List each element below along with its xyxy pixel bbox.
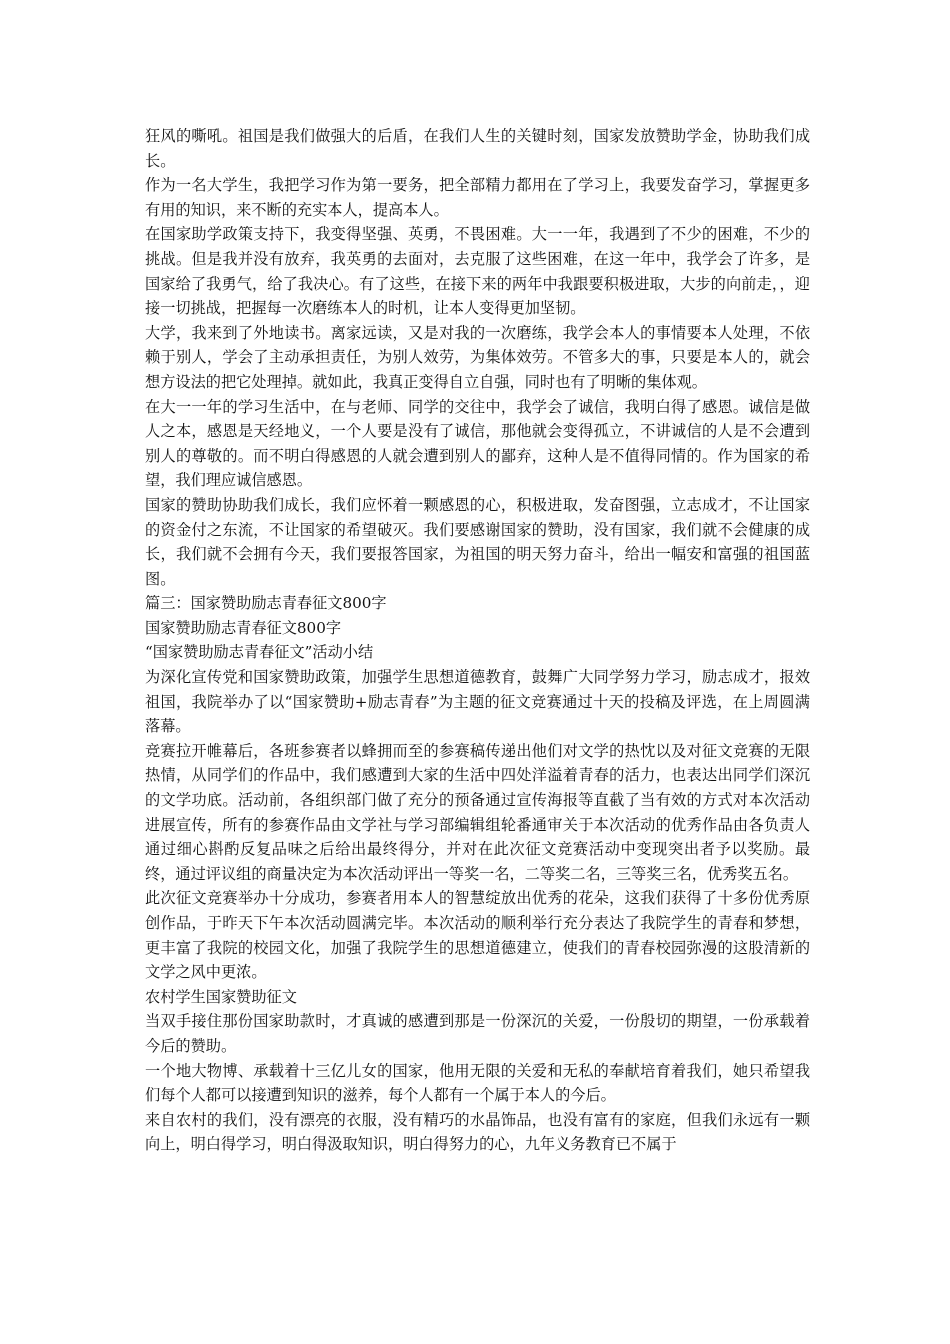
paragraph-competition-process: 竞赛拉开帷幕后，各班参赛者以蜂拥而至的参赛稿传递出他们对文学的热忱以及对征文竞赛的无限热情，从同学们的作品中，我们感遭到大家的生活中四处洋溢着青春的活力，也表达出同学们深沉的文学功底。活动前，各组织部门做了充分的预备通过宣传海报等直截了当有效的方式对本次活动进展宣传，所有的参赛作品由文学社与学习部编辑组轮番通审关于本次活动的优秀作品由各负责人通过细心斟酌反复品味之后给出最终得分，并对在此次征文竞赛活动中变现突出者予以奖励。最终，通过评议组的商量决定为本次活动评出一等奖一名，二等奖二名，三等奖三名，优秀奖五名。 xyxy=(145,741,810,883)
activity-summary-title: “国家赞助励志青春征文”活动小结 xyxy=(145,643,374,662)
paragraph-rural-students: 来自农村的我们，没有漂亮的衣服，没有精巧的水晶饰品，也没有富有的家庭，但我们永远有一颗向上，明白得学习，明白得汲取知识，明白得努力的心，九年义务教育已不属于 xyxy=(145,1110,810,1154)
rural-essay-title: 农村学生国家赞助征文 xyxy=(145,987,297,1006)
document-body xyxy=(145,124,810,1157)
paragraph-studying-away: 大学，我来到了外地读书。离家远读，又是对我的一次磨练，我学会本人的事情要本人处理，不依赖于别人，学会了主动承担责任，为别人效劳，为集体效劳。不管多大的事，只要是本人的，就会想方设法的把它处理掉。就如此，我真正变得自立自强，同时也有了明晰的集体观。 xyxy=(145,323,810,391)
paragraph-continued-intro: 狂风的嘶吼。祖国是我们做强大的后盾，在我们人生的关键时刻，国家发放赞助学金，协助我们成长。 xyxy=(145,127,810,170)
paragraph-policy-support: 在国家助学政策支持下，我变得坚强、英勇，不畏困难。大一一年，我遇到了不少的困难，不少的挑战。但是我并没有放弃，我英勇的去面对，去克服了这些困难，在这一年中，我学会了许多，是国家给了我勇气，给了我决心。有了这些，在接下来的两年中我跟要积极进取，大步的向前走，，迎接一切挑战，把握每一次磨练本人的时机，让本人变得更加坚韧。 xyxy=(145,225,810,318)
paragraph-vast-country: 一个地大物博、承载着十三亿儿女的国家，他用无限的关爱和无私的奉献培育着我们，她只希望我们每个人都可以接遭到知识的滋养，每个人都有一个属于本人的今后。 xyxy=(145,1061,810,1105)
essay-title: 国家赞助励志青春征文800字 xyxy=(145,618,342,637)
paragraph-integrity-gratitude: 在大一一年的学习生活中，在与老师、同学的交往中，我学会了诚信，我明白得了感恩。诚信是做人之本，感恩是天经地义，一个人要是没有了诚信，那他就会变得孤立，不讲诚信的人是不会遭到别人的尊敬的。而不明白得感恩的人就会遭到别人的鄙弃，这种人是不值得同情的。作为国家的希望，我们理应诚信感恩。 xyxy=(145,397,810,490)
paragraph-receiving-aid: 当双手接住那份国家助款时，才真诚的感遭到那是一份深沉的关爱，一份殷切的期望，一份承载着今后的赞助。 xyxy=(145,1012,810,1055)
paragraph-competition-success: 此次征文竞赛举办十分成功，参赛者用本人的智慧绽放出优秀的花朵，这我们获得了十多份优秀原创作品，于昨天下午本次活动圆满完毕。本次活动的顺利举行充分表达了我院学生的青春和梦想，更丰富了我院的校园文化，加强了我院学生的思想道德建立，使我们的青春校园弥漫的这股清新的文学之风中更浓。 xyxy=(145,889,810,982)
paragraph-activity-purpose: 为深化宣传党和国家赞助政策，加强学生思想道德教育，鼓舞广大同学努力学习，励志成才，报效祖国，我院举办了以“国家赞助+励志青春”为主题的征文竞赛通过十天的投稿及评选，在上周圆满落幕。 xyxy=(145,668,810,736)
section-heading-part-three: 篇三：国家赞助励志青春征文800字 xyxy=(145,594,387,613)
paragraph-national-support: 国家的赞助协助我们成长，我们应怀着一颗感恩的心，积极进取，发奋图强，立志成才，不让国家的资金付之东流，不让国家的希望破灭。我们要感谢国家的赞助，没有国家，我们就不会健康的成长，我们就不会拥有今天，我们要报答国家，为祖国的明天努力奋斗，给出一幅安和富强的祖国蓝图。 xyxy=(145,495,810,588)
paragraph-study-first: 作为一名大学生，我把学习作为第一要务，把全部精力都用在了学习上，我要发奋学习，掌握更多有用的知识，来不断的充实本人，提高本人。 xyxy=(145,176,810,219)
